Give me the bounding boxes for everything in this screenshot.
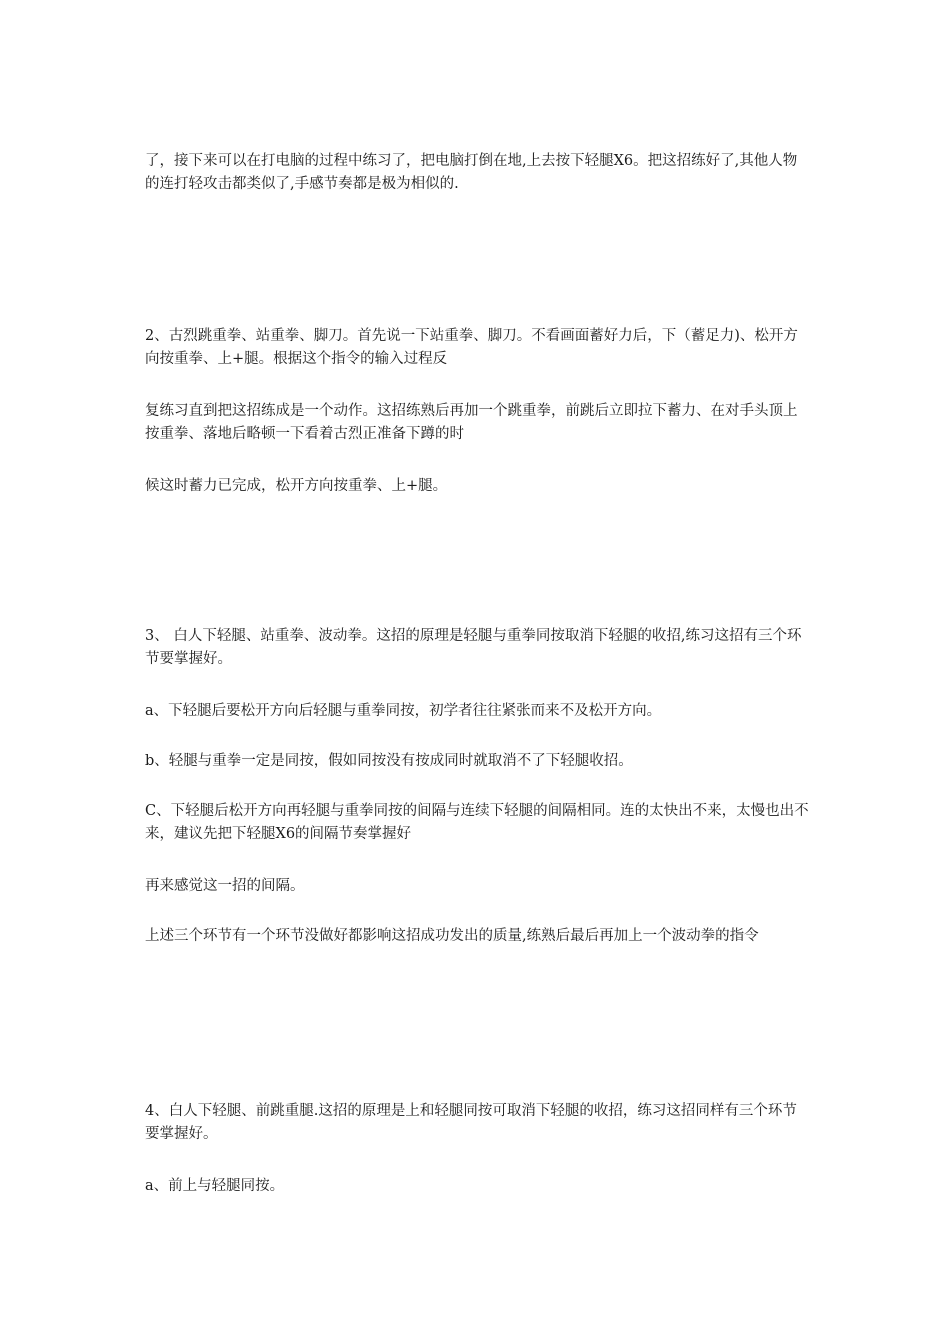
paragraph-3: 复练习直到把这招练成是一个动作。这招练熟后再加一个跳重拳，前跳后立即拉下蓄力、在对手头顶上按重拳、落地后略顿一下看着古烈正准备下蹲的时 [145,403,798,442]
paragraph-10: 上述三个环节有一个环节没做好都影响这招成功发出的质量,练熟后最后再加上一个波动拳的指令 [145,928,759,944]
paragraph-5: 3、 白人下轻腿、站重拳、波动拳。这招的原理是轻腿与重拳同按取消下轻腿的收招,练习这招有三个环节要掌握好。 [145,628,802,667]
paragraph-2: 2、古烈跳重拳、站重拳、脚刀。首先说一下站重拳、脚刀。不看画面蓄好力后，下（蓄足力)、松开方向按重拳、上+腿。根据这个指令的输入过程反 [145,328,798,367]
paragraph-7: b、轻腿与重拳一定是同按，假如同按没有按成同时就取消不了下轻腿收招。 [145,753,633,769]
paragraph-11: 4、白人下轻腿、前跳重腿.这招的原理是上和轻腿同按可取消下轻腿的收招，练习这招同样有三个环节要掌握好。 [145,1103,797,1142]
paragraph-6: a、下轻腿后要松开方向后轻腿与重拳同按，初学者往往紧张而来不及松开方向。 [145,703,662,719]
paragraph-8: C、下轻腿后松开方向再轻腿与重拳同按的间隔与连续下轻腿的间隔相同。连的太快出不来，太慢也出不来，建议先把下轻腿X6的间隔节奏掌握好 [145,803,809,842]
paragraph-1: 了，接下来可以在打电脑的过程中练习了，把电脑打倒在地,上去按下轻腿X6。把这招练好了,其他人物的连打轻攻击都类似了,手感节奏都是极为相似的. [145,153,798,192]
paragraph-4: 候这时蓄力已完成，松开方向按重拳、上+腿。 [145,478,448,494]
paragraph-12: a、前上与轻腿同按。 [145,1178,285,1194]
paragraph-9: 再来感觉这一招的间隔。 [145,878,305,894]
